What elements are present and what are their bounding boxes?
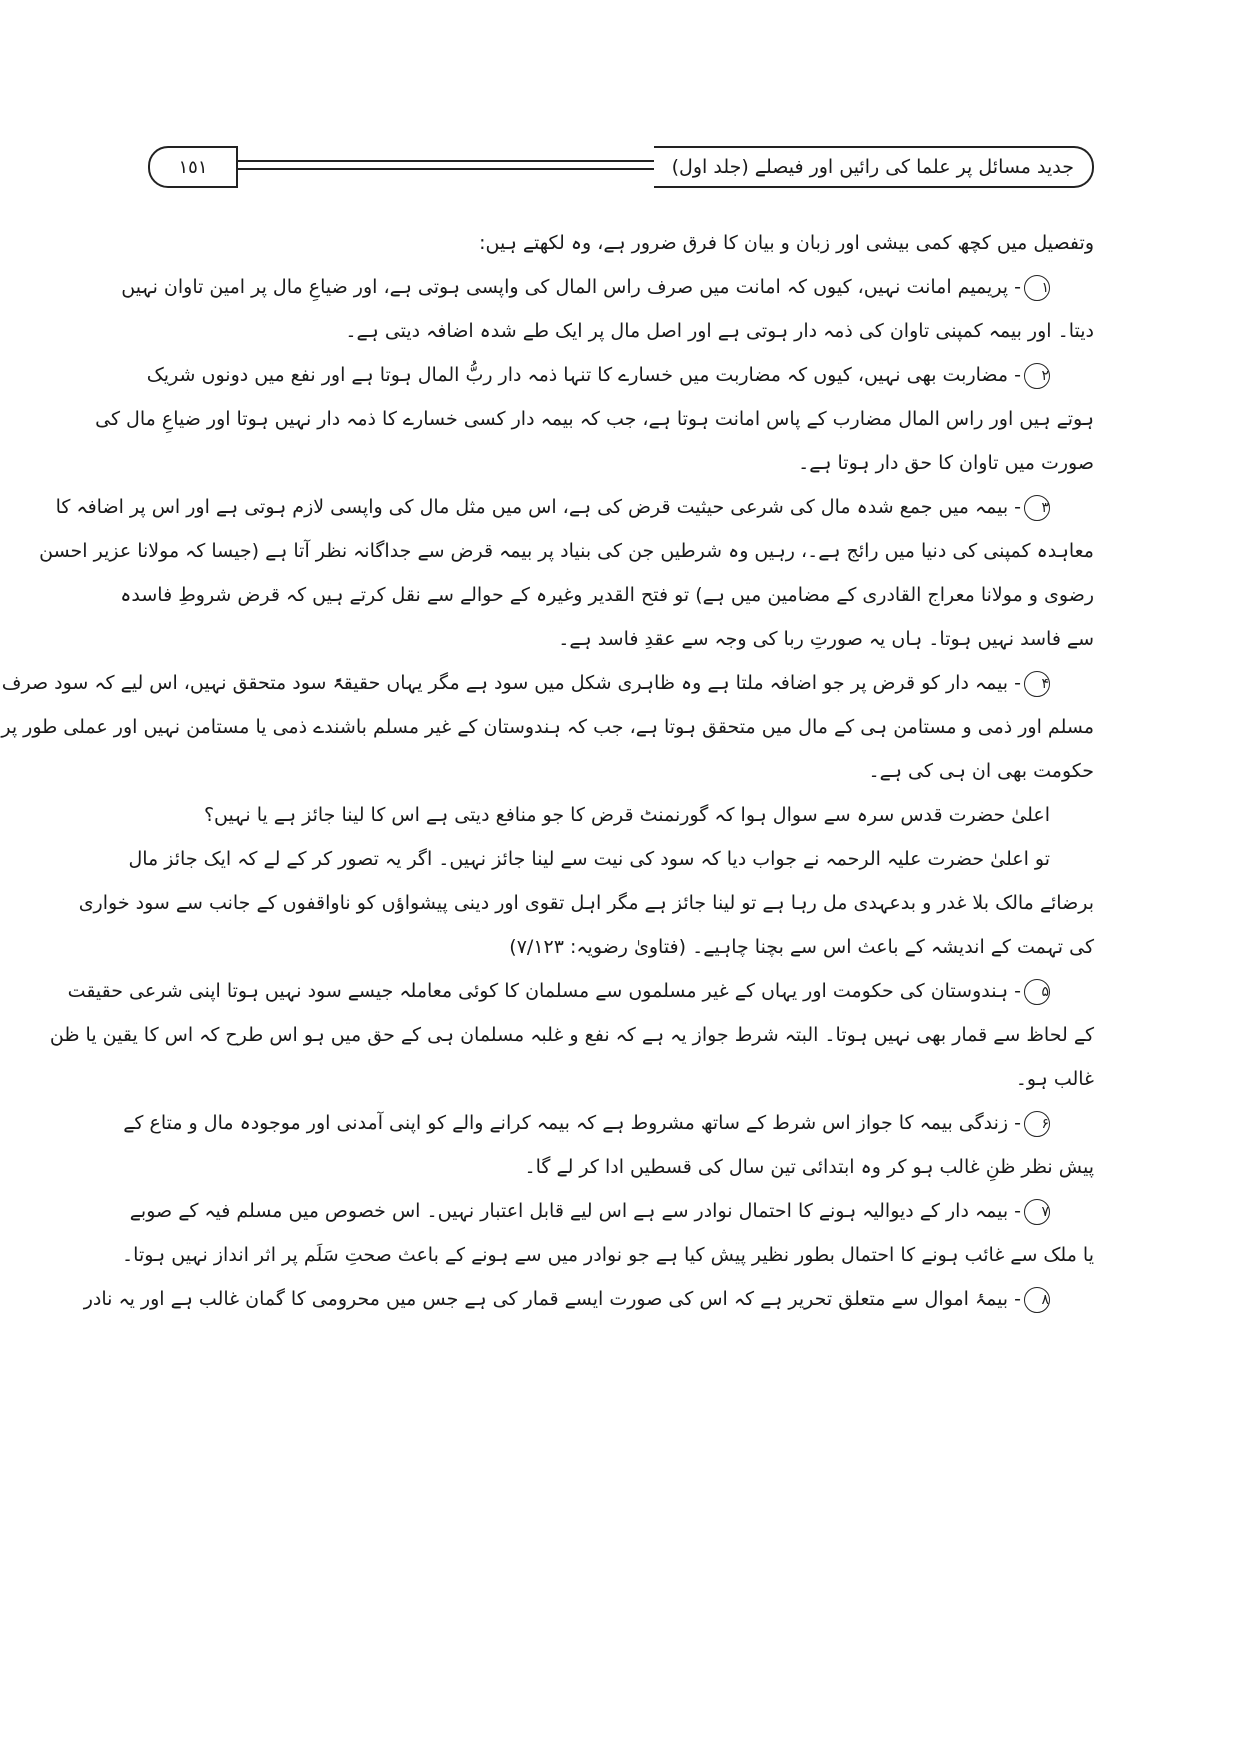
text-line: اعلیٰ حضرت قدس سرہ سے سوال ہوا کہ گورنمنٹ قرض کا جو منافع دیتی ہے اس کا لینا جائز ہے یا نہیں؟ bbox=[203, 804, 1050, 826]
item-number-badge: ۷ bbox=[1024, 1199, 1050, 1225]
text-line: حکومت بھی ان ہی کی ہے۔ bbox=[868, 760, 1094, 782]
text-line: مسلم اور ذمی و مستامن ہی کے مال میں متحقق ہوتا ہے، جب کہ ہندوستان کے غیر مسلم باشندے ذمی یا مستامن نہیں اور عملی طور پر bbox=[1, 716, 1094, 738]
text-line: وتفصیل میں کچھ کمی بیشی اور زبان و بیان کا فرق ضرور ہے، وہ لکھتے ہیں: bbox=[479, 232, 1094, 254]
running-header-title: جدید مسائل پر علما کی رائیں اور فیصلے (جلد اول) bbox=[654, 146, 1094, 188]
text-line: یا ملک سے غائب ہونے کا احتمال بطور نظیر پیش کیا ہے جو نوادر میں سے ہونے کے باعث صحتِ سَلَم پر اثر انداز نہیں ہوتا۔ bbox=[122, 1244, 1094, 1266]
text-line: تو اعلیٰ حضرت علیہ الرحمہ نے جواب دیا کہ سود کی نیت سے لینا جائز نہیں۔ اگر یہ تصور کر کے لے کہ ایک جائز مال bbox=[128, 848, 1050, 870]
text-line: برضائے مالک بلا غدر و بدعہدی مل رہا ہے تو لینا جائز ہے مگر اہل تقوی اور دینی پیشواؤں کو ناواقفوں کے جانب سے سود خواری bbox=[78, 892, 1094, 914]
text-line: رضوی و مولانا معراج القادری کے مضامین میں ہے) تو فتح القدیر وغیرہ کے حوالے سے نقل کرتے ہیں کہ قرض شروطِ فاسدہ bbox=[120, 584, 1094, 606]
text-line: ۶- زندگی بیمہ کا جواز اس شرط کے ساتھ مشروط ہے کہ بیمہ کرانے والے کو اپنی آمدنی اور موجودہ مال و متاع کے bbox=[148, 1101, 1094, 1145]
item-number-badge: ۵ bbox=[1024, 979, 1050, 1005]
text-line: ۷- بیمہ دار کے دیوالیہ ہونے کا احتمال نوادر سے ہے اس لیے قابل اعتبار نہیں۔ اس خصوص میں مسلم فیہ کے صوبے bbox=[148, 1189, 1094, 1233]
text-line: ۸- بیمۂ اموال سے متعلق تحریر ہے کہ اس کی صورت ایسے قمار کی ہے جس میں محرومی کا گمان غالب ہے اور یہ نادر bbox=[148, 1277, 1094, 1321]
body-text bbox=[1, 221, 1094, 1321]
item-number-badge: ۳ bbox=[1024, 495, 1050, 521]
text-line: ہوتے ہیں اور راس المال مضارب کے پاس امانت ہوتا ہے، جب کہ بیمہ دار کسی خسارے کا ذمہ دار نہیں ہوتا اور ضیاعِ مال کی bbox=[95, 408, 1094, 430]
item-number-badge: ۶ bbox=[1024, 1111, 1050, 1137]
text-line: غالب ہو۔ bbox=[1015, 1068, 1094, 1090]
text-line: معاہدہ کمپنی کی دنیا میں رائج ہے۔، رہیں وہ شرطیں جن کی بنیاد پر بیمہ قرض سے جداگانہ نظر آتا ہے (جیسا کہ مولانا عزیر احسن bbox=[39, 540, 1094, 562]
text-line: ۳- بیمہ میں جمع شدہ مال کی شرعی حیثیت قرض کی ہے، اس میں مثل مال کی واپسی لازم ہوتی ہے اور اس پر اضافہ کا bbox=[148, 485, 1094, 529]
text-line: صورت میں تاوان کا حق دار ہوتا ہے۔ bbox=[798, 452, 1094, 474]
text-line: دیتا۔ اور بیمہ کمپنی تاوان کی ذمہ دار ہوتی ہے اور اصل مال پر ایک طے شدہ اضافہ دیتی ہے۔ bbox=[345, 320, 1094, 342]
text-line: کی تہمت کے اندیشہ کے باعث اس سے بچنا چاہیے۔ (فتاویٰ رضویہ: ۷/۱۲۳) bbox=[509, 936, 1094, 958]
text-line: کے لحاظ سے قمار بھی نہیں ہوتا۔ البتہ شرط جواز یہ ہے کہ نفع و غلبہ مسلمان ہی کے حق میں ہو اس طرح کہ اس کا یقین یا ظن bbox=[49, 1024, 1094, 1046]
text-line: پیش نظر ظنِ غالب ہو کر وہ ابتدائی تین سال کی قسطیں ادا کر لے گا۔ bbox=[524, 1156, 1094, 1178]
text-line: ۴- بیمہ دار کو قرض پر جو اضافہ ملتا ہے وہ ظاہری شکل میں سود ہے مگر یہاں حقیقۃً سود متحقق نہیں، اس لیے کہ سود صرف bbox=[148, 661, 1094, 705]
page-number: ١٥١ bbox=[148, 146, 238, 188]
text-line: ۲- مضاربت بھی نہیں، کیوں کہ مضاربت میں خسارے کا تنہا ذمہ دار ربُّ المال ہوتا ہے اور نفع میں دونوں شریک bbox=[148, 353, 1094, 397]
item-number-badge: ۱ bbox=[1024, 275, 1050, 301]
text-line: ۵- ہندوستان کی حکومت اور یہاں کے غیر مسلموں سے مسلمان کا کوئی معاملہ جیسے سود نہیں ہوتا اپنی شرعی حقیقت bbox=[148, 969, 1094, 1013]
item-number-badge: ۲ bbox=[1024, 363, 1050, 389]
text-line: ۱- پریمیم امانت نہیں، کیوں کہ امانت میں صرف راس المال کی واپسی ہوتی ہے، اور ضیاعِ مال پر امین تاوان نہیں bbox=[148, 265, 1094, 309]
item-number-badge: ۴ bbox=[1024, 671, 1050, 697]
text-line: سے فاسد نہیں ہوتا۔ ہاں یہ صورتِ ربا کی وجہ سے عقدِ فاسد ہے۔ bbox=[558, 628, 1094, 650]
item-number-badge: ۸ bbox=[1024, 1287, 1050, 1313]
